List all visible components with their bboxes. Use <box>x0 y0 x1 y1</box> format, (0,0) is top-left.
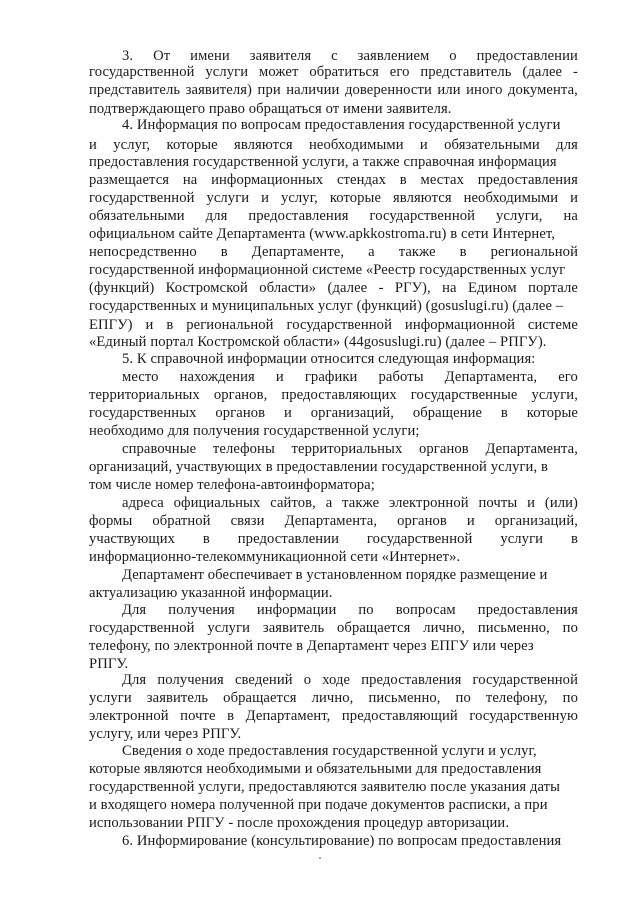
word: информационной <box>404 317 516 333</box>
word: на <box>442 280 457 296</box>
text-line <box>122 48 578 65</box>
word: и <box>89 137 97 153</box>
word: государственной <box>369 208 476 224</box>
word: место <box>122 369 159 385</box>
text-line <box>122 441 578 458</box>
word: ходе <box>322 672 351 688</box>
word: - <box>573 64 578 80</box>
word: письменно, <box>477 620 550 636</box>
word: в <box>166 317 174 333</box>
word: органов <box>397 513 447 529</box>
word: обращение <box>412 405 483 421</box>
word: обязательными <box>89 208 185 224</box>
word: обратной <box>152 513 211 529</box>
word: представитель <box>420 64 512 80</box>
word: а <box>325 495 333 511</box>
word: почты <box>478 495 518 511</box>
word: телефону, <box>485 690 548 706</box>
text-line <box>89 208 578 225</box>
word: сайтов, <box>270 495 316 511</box>
word: почте <box>180 708 216 724</box>
word: участвующих <box>89 531 176 547</box>
word: предоставляющий <box>341 708 458 724</box>
word: заявитель <box>146 690 209 706</box>
text-line <box>89 620 578 637</box>
scan-speck <box>319 857 321 859</box>
word: лично, <box>311 690 354 706</box>
text-line <box>89 317 578 334</box>
word: государственной <box>366 531 473 547</box>
word: которые <box>526 405 578 421</box>
text-line <box>89 405 578 422</box>
text-line: информационно-телекоммуникационной сети «Интернет». <box>89 549 461 565</box>
word: предоставления <box>361 672 462 688</box>
word: иного <box>466 82 503 98</box>
word: Едином <box>467 280 517 296</box>
word: РГУ), <box>394 280 431 296</box>
word: услуги <box>207 620 251 636</box>
word: обращается <box>337 620 411 636</box>
word: непосредственно <box>89 244 197 260</box>
text-line: государственных и муниципальных услуг (функций) (gosuslugi.ru) (далее – <box>89 298 564 314</box>
text-line <box>89 513 578 530</box>
word: Для <box>122 672 147 688</box>
word: государственной <box>89 190 195 206</box>
word: услуги, <box>496 208 543 224</box>
word: Для <box>122 602 147 618</box>
text-line <box>89 244 578 261</box>
word: Департамента, <box>485 441 578 457</box>
word: сведений <box>234 672 293 688</box>
word: организаций, <box>494 513 578 529</box>
word: формы <box>89 513 133 529</box>
text-line: «Единый портал Костромской области» (44gosuslugi.ru) (далее – РПГУ). <box>89 334 547 350</box>
word: и <box>284 405 292 421</box>
word: вопросам <box>395 602 456 618</box>
word: (далее <box>522 64 563 80</box>
word: документа, <box>507 82 578 98</box>
word: стендах <box>336 172 386 188</box>
word: услуг, <box>113 137 151 153</box>
word: государственной <box>89 64 195 80</box>
word: услуг, <box>280 190 318 206</box>
word: связи <box>230 513 265 529</box>
word: или <box>437 82 461 98</box>
word: и <box>261 190 270 206</box>
word: и <box>275 369 284 385</box>
word: размещается <box>89 172 170 188</box>
text-line: услугу, или через РПГУ. <box>89 726 242 742</box>
word: информационных <box>211 172 324 188</box>
word: в <box>399 172 407 188</box>
text-line: государственной услуги, предоставляются заявителю после указания даты <box>89 779 561 795</box>
word: - <box>378 280 384 296</box>
word: государственной <box>89 620 195 636</box>
text-line: официальном сайте Департамента (www.apkkostroma.ru) в сети Интернет, <box>89 226 556 242</box>
text-line <box>122 672 578 689</box>
word: услуги <box>500 531 544 547</box>
word: и <box>466 513 475 529</box>
word: о <box>449 48 457 64</box>
text-line: которые являются необходимыми и обязательными для предоставления <box>89 761 542 777</box>
word: предоставлении <box>476 48 578 64</box>
text-line: предоставления государственной услуги, а также справочная информация <box>89 154 557 170</box>
word: необходимыми <box>463 190 559 206</box>
text-line: организаций, участвующих в предоставлении государственной услуги, в <box>89 459 548 475</box>
word: предоставляющих <box>281 387 397 403</box>
text-line: 5. К справочной информации относится следующая информация: <box>122 351 536 367</box>
word: организаций, <box>310 405 394 421</box>
text-line <box>122 495 578 512</box>
word: в <box>459 244 467 260</box>
word: графики <box>304 369 358 385</box>
text-line <box>89 531 578 548</box>
word: имени <box>190 48 230 64</box>
word: также <box>342 495 380 511</box>
word: может <box>259 64 299 80</box>
word: услуги <box>205 64 249 80</box>
word: (или) <box>544 495 578 511</box>
text-line: государственной информационной системе «Реестр государственных услуг <box>89 262 566 278</box>
word: являются <box>392 190 452 206</box>
word: нахождения <box>179 369 255 385</box>
word: информации <box>256 602 337 618</box>
text-line: Департамент обеспечивает в установленном порядке размещение и <box>122 567 548 583</box>
text-line: том числе номер телефона-автоинформатора; <box>89 477 375 493</box>
text-line <box>89 387 578 404</box>
word: которые <box>166 137 218 153</box>
word: адреса <box>122 495 164 511</box>
word: государственной <box>286 317 392 333</box>
word: доверенности <box>344 82 432 98</box>
word: территориальных <box>89 387 200 403</box>
word: в <box>500 405 508 421</box>
text-line: использовании РПГУ - после прохождения процедур авторизации. <box>89 815 510 831</box>
word: справочные <box>122 441 197 457</box>
text-line <box>89 690 578 707</box>
word: (далее <box>327 280 368 296</box>
word: по <box>562 690 578 706</box>
text-line <box>89 137 578 154</box>
word: услуги, <box>531 387 578 403</box>
word: с <box>331 48 338 64</box>
word: Департаменте, <box>251 244 345 260</box>
text-line <box>122 369 578 386</box>
word: органов <box>419 441 469 457</box>
text-line <box>89 190 578 207</box>
word: по <box>562 620 578 636</box>
word: заявитель <box>262 620 325 636</box>
word: заявителя <box>249 48 312 64</box>
word: на <box>182 172 198 188</box>
text-line: телефону, по электронной почте в Департамент через ЕПГУ или через <box>89 638 534 654</box>
word: необходимыми <box>309 137 404 153</box>
word: лично, <box>423 620 466 636</box>
word: на <box>563 208 578 224</box>
text-line <box>89 708 578 725</box>
word: являются <box>234 137 293 153</box>
text-line <box>89 280 578 297</box>
word: получения <box>157 672 224 688</box>
word: услуги <box>206 190 250 206</box>
word: местах <box>420 172 464 188</box>
word: о <box>303 672 312 688</box>
word: для <box>556 137 578 153</box>
word: Департамента, <box>284 513 378 529</box>
word: Департамент, <box>245 708 331 724</box>
text-line <box>89 82 578 99</box>
word: органов <box>215 405 266 421</box>
word: его <box>558 369 578 385</box>
word: области» <box>259 280 317 296</box>
word: предоставлении <box>237 531 340 547</box>
word: Департамента, <box>444 369 538 385</box>
text-line <box>89 172 578 189</box>
word: Костромской <box>165 280 248 296</box>
word: электронной <box>389 495 469 511</box>
word: в <box>570 531 578 547</box>
word: представитель <box>89 82 181 98</box>
text-line <box>89 64 578 81</box>
text-line: и входящего номера полученной при подаче документов расписки, а при <box>89 797 548 813</box>
word: государственной <box>472 672 578 688</box>
word: обратиться <box>309 64 379 80</box>
word: органов, <box>213 387 268 403</box>
word: заявлением <box>357 48 430 64</box>
word: и <box>527 495 536 511</box>
word: работы <box>378 369 424 385</box>
word: обращается <box>223 690 297 706</box>
word: в <box>227 708 235 724</box>
word: в <box>202 531 210 547</box>
word: по <box>358 602 374 618</box>
word: территориальных <box>291 441 403 457</box>
word: и <box>570 190 578 206</box>
word: телефоны <box>212 441 275 457</box>
text-line: необходимо для получения государственной услуги; <box>89 423 420 439</box>
word: при <box>257 82 281 98</box>
word: региональной <box>186 317 274 333</box>
word: системе <box>527 317 578 333</box>
word: а <box>368 244 375 260</box>
word: письменно, <box>368 690 441 706</box>
word: и <box>419 137 428 153</box>
word: заявителя) <box>185 82 253 98</box>
word: государственные <box>410 387 518 403</box>
text-line <box>122 602 578 619</box>
word: услуги <box>89 690 132 706</box>
word: государственную <box>469 708 578 724</box>
word: электронной <box>89 708 169 724</box>
word: наличии <box>286 82 340 98</box>
word: От <box>153 48 171 64</box>
word: которые <box>329 190 382 206</box>
word: государственных <box>89 405 197 421</box>
word: также <box>398 244 436 260</box>
text-line: 4. Информация по вопросам предоставления государственной услуги <box>122 117 561 133</box>
word: ЕПГУ) <box>89 317 133 333</box>
text-line: РПГУ. <box>89 656 129 672</box>
word: обязательными <box>444 137 540 153</box>
word: для <box>205 208 228 224</box>
word: его <box>389 64 410 80</box>
word: и <box>145 317 154 333</box>
word: предоставления <box>248 208 349 224</box>
word: официальных <box>173 495 261 511</box>
word: предоставления <box>477 172 578 188</box>
text-line: 6. Информирование (консультирование) по вопросам предоставления <box>122 833 562 849</box>
text-line: подтверждающего право обращаться от имени заявителя. <box>89 101 452 117</box>
word: в <box>220 244 228 260</box>
word: по <box>455 690 471 706</box>
word: региональной <box>490 244 578 260</box>
text-line: Сведения о ходе предоставления государственной услуги и услуг, <box>122 743 537 759</box>
word: портале <box>528 280 578 296</box>
text-line: актуализацию указанной информации. <box>89 585 333 601</box>
word: предоставления <box>477 602 578 618</box>
word: получения <box>168 602 235 618</box>
word: (функций) <box>89 280 155 296</box>
word: 3. <box>122 48 134 64</box>
